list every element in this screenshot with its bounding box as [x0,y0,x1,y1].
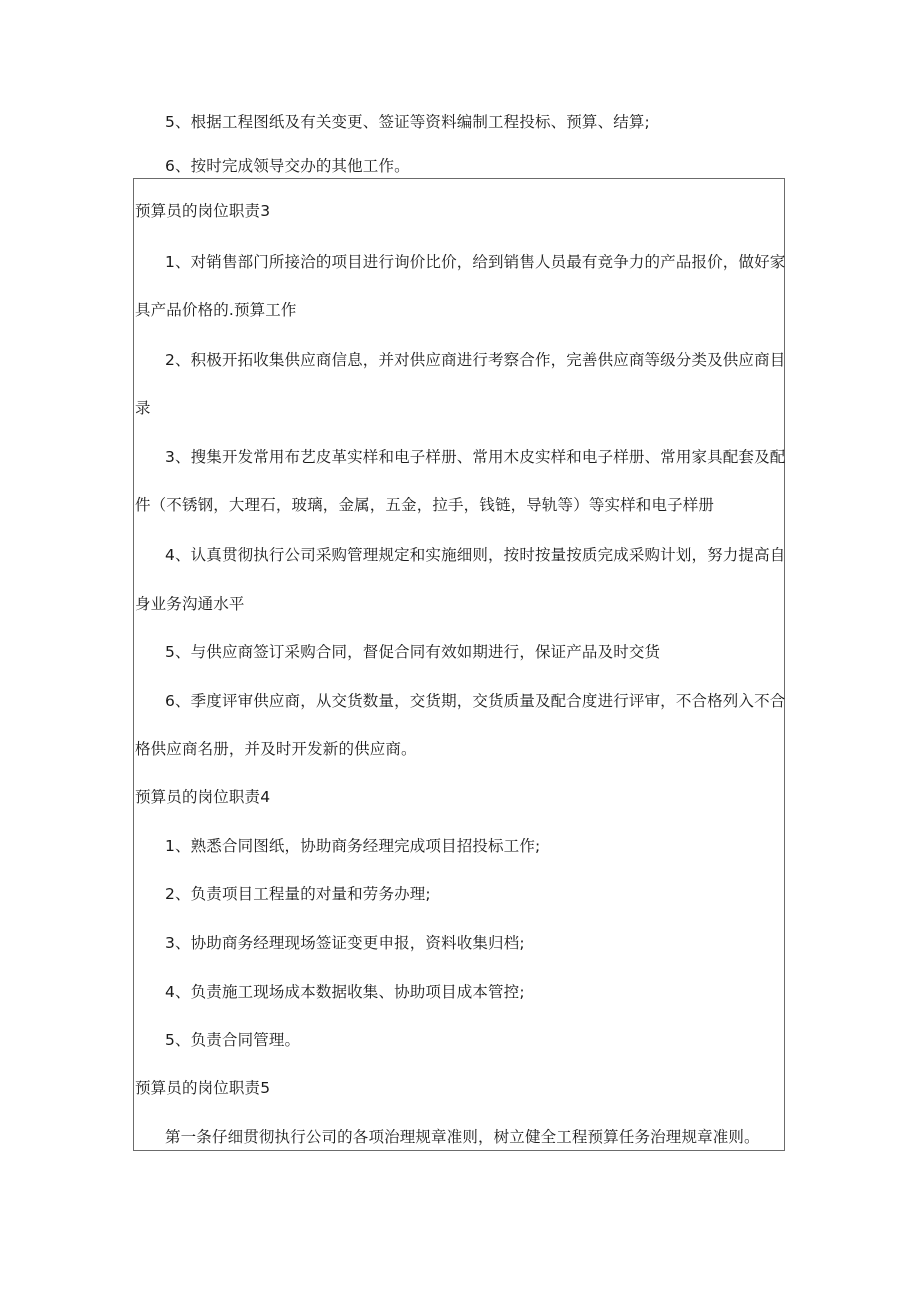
section-4-line: 4、负责施工现场成本数据收集、协助项目成本管控; [165,983,525,1001]
section-4-line: 2、负责项目工程量的对量和劳务办理; [165,885,431,903]
section-3-line: 1、对销售部门所接洽的项目进行询价比价，给到销售人员最有竞争力的产品报价，做好家 [165,253,786,271]
content-box [133,178,785,1151]
section-3-line: 2、积极开拓收集供应商信息，并对供应商进行考察合作，完善供应商等级分类及供应商目 [165,351,786,369]
section-3-line: 格供应商名册，并及时开发新的供应商。 [135,740,417,758]
section-3-line: 6、季度评审供应商，从交货数量，交货期，交货质量及配合度进行评审，不合格列入不合 [165,692,786,710]
intro-item-5: 5、根据工程图纸及有关变更、签证等资料编制工程投标、预算、结算; [165,113,650,131]
section-3-line: 5、与供应商签订采购合同，督促合同有效如期进行，保证产品及时交货 [165,643,661,661]
section-3-heading: 预算员的岗位职责3 [135,202,271,220]
section-3-line: 身业务沟通水平 [135,595,245,613]
section-3-line: 具产品价格的.预算工作 [135,301,297,319]
section-4-heading: 预算员的岗位职责4 [135,788,271,806]
section-3-line: 录 [135,399,151,417]
section-3-line: 3、搜集开发常用布艺皮革实样和电子样册、常用木皮实样和电子样册、常用家具配套及配 [165,448,786,466]
section-4-line: 3、协助商务经理现场签证变更申报，资料收集归档; [165,934,525,952]
intro-item-6: 6、按时完成领导交办的其他工作。 [165,157,410,175]
section-4-line: 5、负责合同管理。 [165,1031,301,1049]
section-4-line: 1、熟悉合同图纸，协助商务经理完成项目招投标工作; [165,837,541,855]
section-5-line: 第一条仔细贯彻执行公司的各项治理规章准则，树立健全工程预算任务治理规章准则。 [165,1128,760,1146]
section-3-line: 4、认真贯彻执行公司采购管理规定和实施细则，按时按量按质完成采购计划，努力提高自 [165,546,786,564]
section-3-line: 件（不锈钢，大理石，玻璃，金属，五金，拉手，钱链，导轨等）等实样和电子样册 [135,496,715,514]
section-5-heading: 预算员的岗位职责5 [135,1079,271,1097]
